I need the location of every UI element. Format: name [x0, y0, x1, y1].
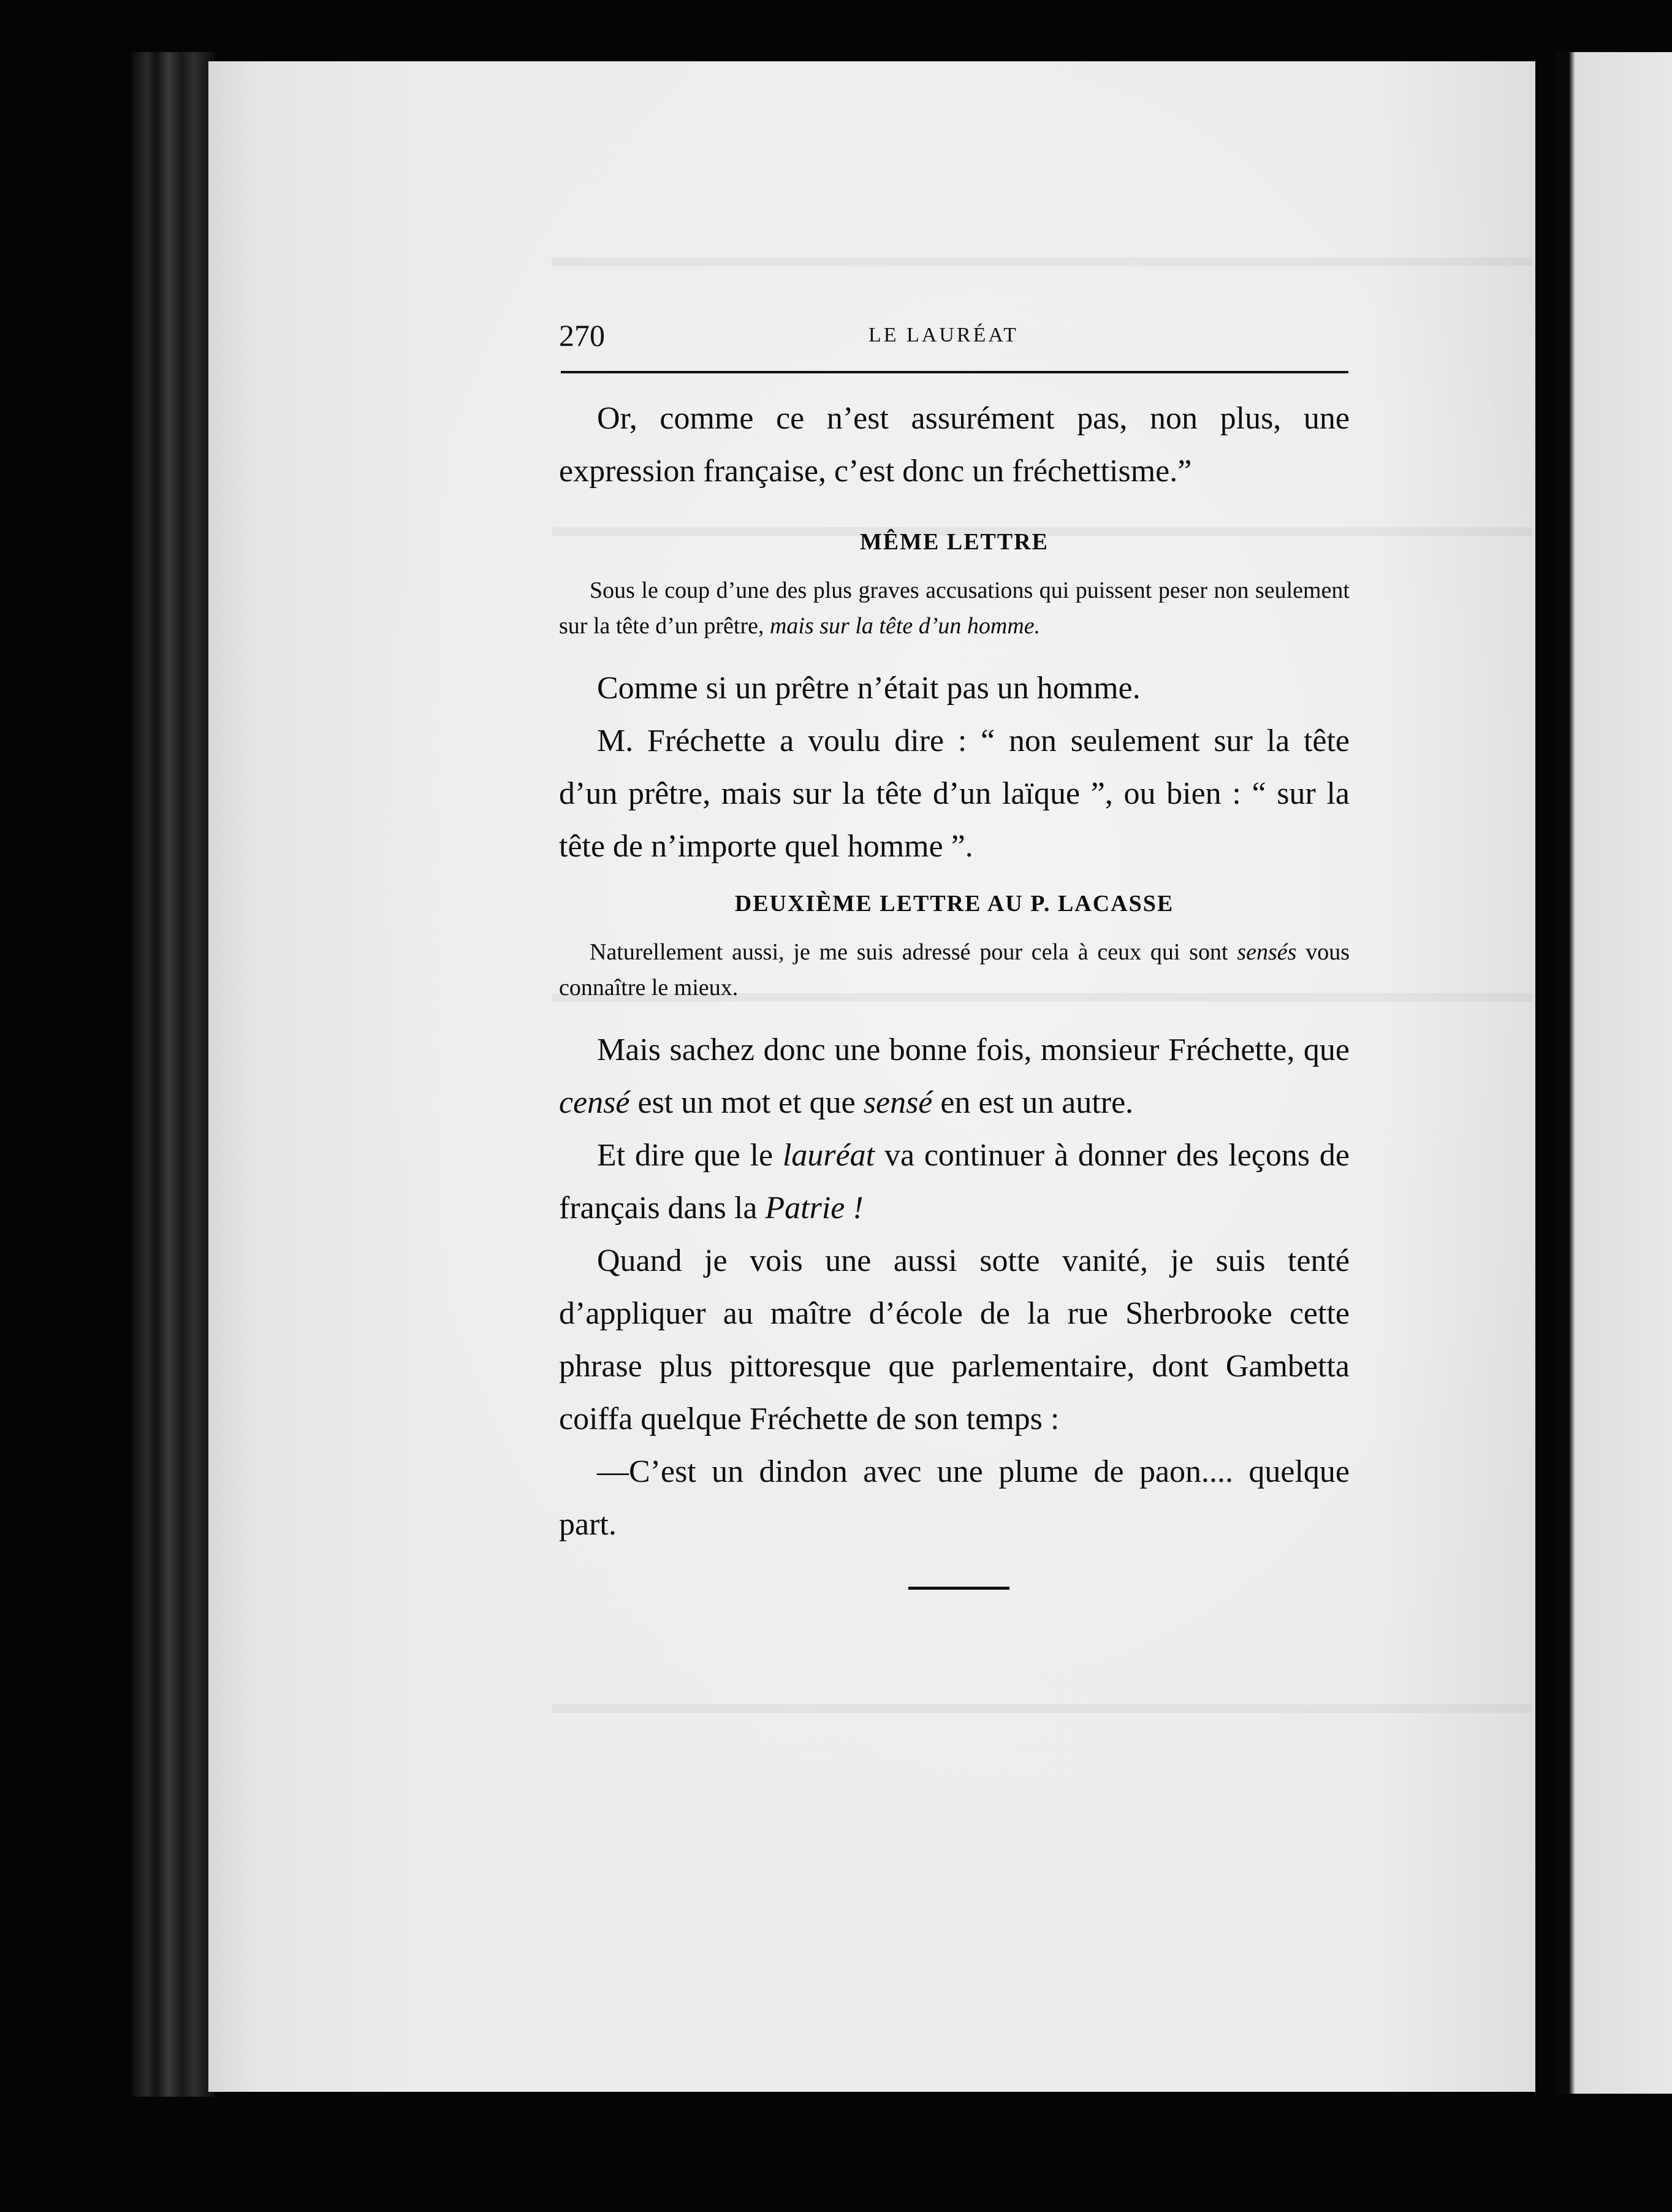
section-heading: DEUXIÈME LETTRE AU P. LACASSE [734, 891, 1174, 917]
paragraph: Or, comme ce n’est assurément pas, non plus, une expression française, c’est donc un fréchettisme.” [559, 401, 1350, 489]
quote-italic: sensés [1237, 939, 1297, 965]
para-text: Et dire que le [597, 1138, 783, 1173]
para-italic: sensé [863, 1085, 933, 1120]
quote-text: vous connaître le mieux. [559, 939, 1350, 1001]
quote-text: Naturellement aussi, je me suis adressé pour cela à ceux qui sont [590, 939, 1237, 965]
bleed-through [552, 1704, 1532, 1713]
page-header [559, 313, 1350, 374]
paragraph [559, 1024, 1350, 1129]
header-rule [561, 371, 1348, 373]
block-quote [559, 934, 1350, 1005]
page-block-edge [132, 52, 215, 2097]
para-text: en est un autre. [932, 1085, 1134, 1120]
quote-text: Sous le coup d’une des plus graves accusations qui puissent peser non seulement sur la tête d’un prêtre, [559, 578, 1350, 639]
page-number: 270 [559, 318, 605, 353]
paragraph [559, 1129, 1350, 1235]
paragraph: Quand je vois une aussi sotte vanité, je suis tenté d’appliquer au maître d’école de la rue Sherbrooke cette phrase plus pittoresque que parlementaire, dont Gambetta coiffa quelque Fréchette de son temps : [559, 1243, 1350, 1436]
para-text: Mais sachez donc une bonne fois, monsieur Fréchette, que [597, 1032, 1350, 1067]
para-italic: Patrie ! [765, 1191, 864, 1226]
running-title: LE LAURÉAT [868, 324, 1019, 346]
facing-page-edge [1557, 52, 1672, 2094]
quote-italic: mais sur la tête d’un homme. [769, 613, 1041, 639]
block-quote [559, 573, 1350, 644]
paragraph: M. Fréchette a voulu dire : “ non seulement sur la tête d’un prêtre, mais sur la tête d’un laïque ”, ou bien : “ sur la tête de n’importe quel homme ”. [559, 723, 1350, 864]
closing-rule [908, 1587, 1009, 1590]
paragraph: —C’est un dindon avec une plume de paon.... quelque part. [559, 1454, 1350, 1542]
para-italic: lauréat [782, 1138, 875, 1173]
bleed-through [552, 257, 1532, 266]
paragraph: Comme si un prêtre n’était pas un homme. [597, 671, 1141, 706]
para-text: est un mot et que [629, 1085, 864, 1120]
section-heading: MÊME LETTRE [859, 529, 1049, 555]
para-text: va continuer à donner des leçons de français dans la [559, 1138, 1350, 1226]
page-body [559, 392, 1350, 1590]
para-italic: censé [559, 1085, 630, 1120]
